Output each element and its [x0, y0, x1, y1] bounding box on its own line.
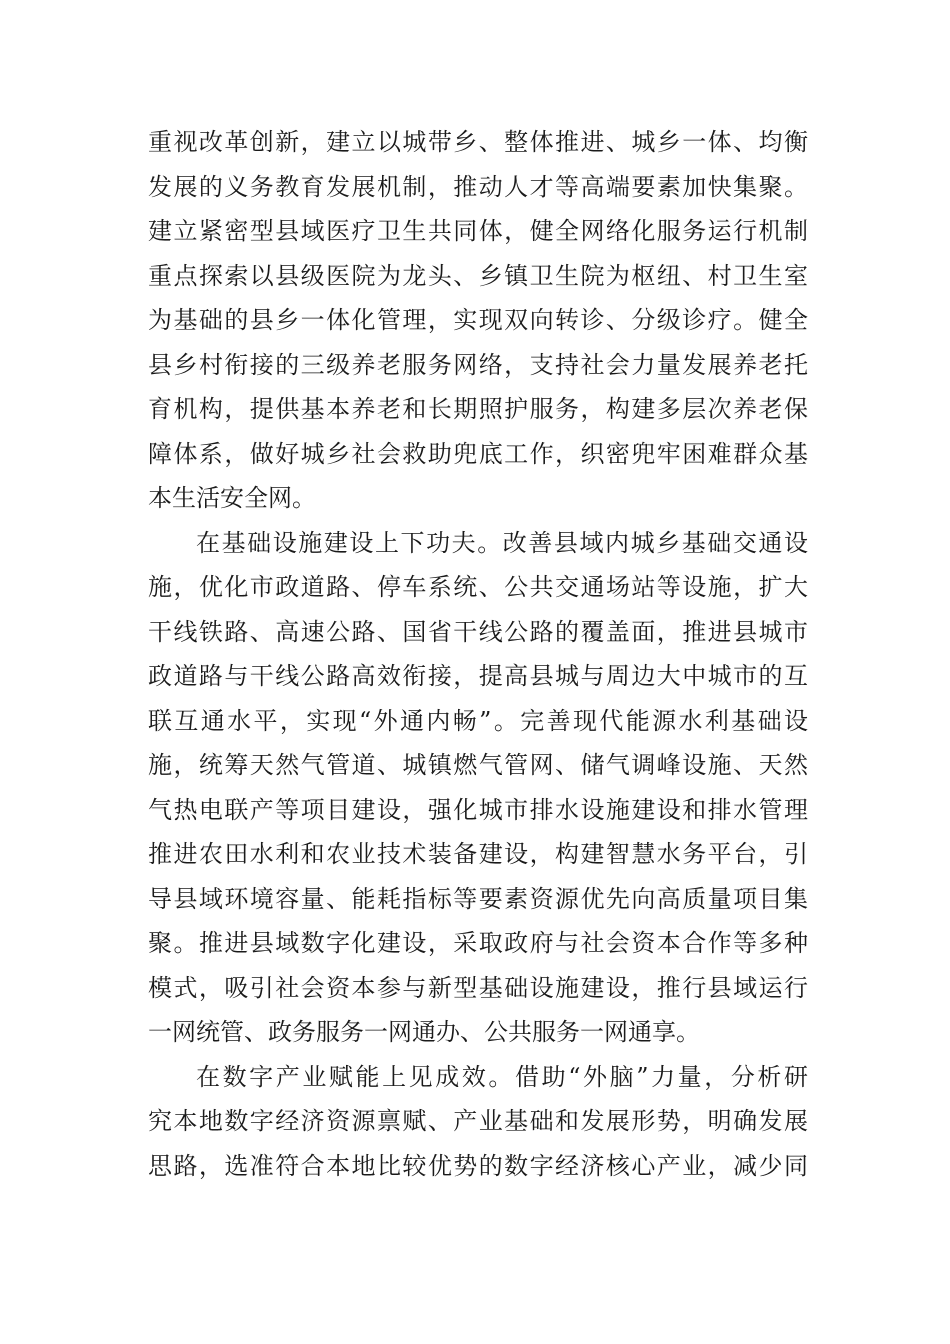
- text-line: 建立紧密型县域医疗卫生共同体，健全网络化服务运行机制: [148, 217, 808, 245]
- text-line: 气热电联产等项目建设，强化城市排水设施建设和排水管理: [148, 795, 808, 824]
- text-line: 重视改革创新，建立以城带乡、整体推进、城乡一体、均衡: [148, 128, 808, 156]
- text-line: 施，优化市政道路、停车系统、公共交通场站等设施，扩大: [148, 573, 808, 601]
- text-line: 重点探索以县级医院为龙头、乡镇卫生院为枢纽、村卫生室: [148, 261, 808, 290]
- text-line: 联互通水平，实现“外通内畅”。完善现代能源水利基础设: [148, 706, 808, 735]
- text-line: 模式，吸引社会资本参与新型基础设施建设，推行县域运行: [148, 973, 808, 1002]
- text-line: 育机构，提供基本养老和长期照护服务，构建多层次养老保: [148, 395, 808, 423]
- body-text: [148, 120, 808, 1188]
- text-line: 导县域环境容量、能耗指标等要素资源优先向高质量项目集: [148, 884, 808, 913]
- text-line: 县乡村衔接的三级养老服务网络，支持社会力量发展养老托: [148, 350, 808, 379]
- text-line: 究本地数字经济资源禀赋、产业基础和发展形势，明确发展: [148, 1107, 808, 1135]
- text-line: 施，统筹天然气管道、城镇燃气管网、储气调峰设施、天然: [148, 751, 808, 779]
- paragraph-start-line: 在数字产业赋能上见成效。借助“外脑”力量，分析研: [196, 1062, 808, 1091]
- text-line: 政道路与干线公路高效衔接，提高县城与周边大中城市的互: [148, 662, 808, 690]
- text-line: 障体系，做好城乡社会救助兜底工作，织密兜牢困难群众基: [148, 439, 808, 468]
- text-line: 干线铁路、高速公路、国省干线公路的覆盖面，推进县城市: [148, 617, 808, 646]
- text-line: 聚。推进县域数字化建设，采取政府与社会资本合作等多种: [148, 929, 808, 957]
- text-line: 推进农田水利和农业技术装备建设，构建智慧水务平台，引: [148, 840, 808, 868]
- text-line: 思路，选准符合本地比较优势的数字经济核心产业，减少同: [148, 1151, 808, 1180]
- text-line: 本生活安全网。: [148, 484, 316, 512]
- text-line: 发展的义务教育发展机制，推动人才等高端要素加快集聚。: [148, 172, 808, 201]
- text-line: 为基础的县乡一体化管理，实现双向转诊、分级诊疗。健全: [148, 306, 808, 334]
- text-line: 一网统管、政务服务一网通办、公共服务一网通享。: [148, 1018, 700, 1046]
- paragraph-start-line: 在基础设施建设上下功夫。改善县域内城乡基础交通设: [196, 528, 808, 557]
